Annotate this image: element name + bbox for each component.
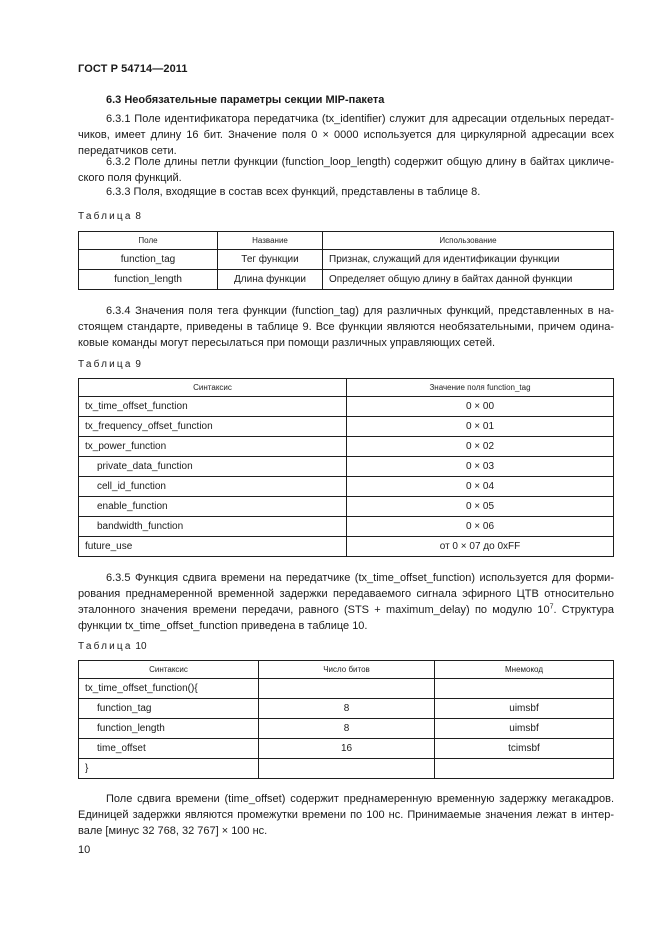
- table-row: [79, 417, 614, 437]
- column-header: Значение поля function_tag: [347, 379, 614, 397]
- column-header: Название: [218, 232, 323, 250]
- text-line: Единицей задержки являются промежутки времени по 100 нс. Принимаемые значения лежат в интер-: [78, 809, 614, 821]
- table-cell: enable_function: [79, 497, 347, 517]
- table-cell: 8: [259, 699, 435, 719]
- table-cell: tcimsbf: [435, 739, 614, 759]
- table-row: [79, 497, 614, 517]
- table-cell: Признак, служащий для идентификации функции: [323, 250, 614, 270]
- table-row: [79, 739, 614, 759]
- table-row: [79, 270, 614, 290]
- table-cell: uimsbf: [435, 719, 614, 739]
- paragraph-6-3-1: [78, 111, 614, 159]
- table-cell: Длина функции: [218, 270, 323, 290]
- paragraph-time-offset: [78, 791, 614, 839]
- table-cell: bandwidth_function: [79, 517, 347, 537]
- text-line: передатчиков сети.: [78, 145, 177, 157]
- document-header: ГОСТ Р 54714—2011: [78, 63, 188, 75]
- table-cell: private_data_function: [79, 457, 347, 477]
- table-header-row: [79, 379, 614, 397]
- table-8-caption: Таблица 8: [78, 211, 141, 222]
- table-cell: uimsbf: [435, 699, 614, 719]
- table-row: [79, 457, 614, 477]
- table-9: [78, 378, 614, 557]
- paragraph-6-3-5: [78, 570, 614, 634]
- column-header: Число битов: [259, 661, 435, 679]
- column-header: Использование: [323, 232, 614, 250]
- table-cell: [259, 759, 435, 779]
- table-cell: time_offset: [79, 739, 259, 759]
- table-row: [79, 250, 614, 270]
- text-line: ского поля функций.: [78, 172, 182, 184]
- table-cell: }: [79, 759, 259, 779]
- table-row: [79, 517, 614, 537]
- table-cell: 0 × 03: [347, 457, 614, 477]
- table-cell: [259, 679, 435, 699]
- table-row: [79, 719, 614, 739]
- column-header: Поле: [79, 232, 218, 250]
- text-line: 6.3.5 Функция сдвига времени на передатчике (tx_time_offset_function) используется для форми-: [106, 572, 614, 584]
- table-row: [79, 537, 614, 557]
- table-10-caption: Таблица 10: [78, 641, 147, 652]
- paragraph-6-3-2: [78, 154, 614, 186]
- table-cell: function_tag: [79, 699, 259, 719]
- table-10: [78, 660, 614, 779]
- table-cell: 16: [259, 739, 435, 759]
- table-cell: tx_power_function: [79, 437, 347, 457]
- table-cell: 8: [259, 719, 435, 739]
- table-cell: cell_id_function: [79, 477, 347, 497]
- table-row: [79, 397, 614, 417]
- table-row: [79, 759, 614, 779]
- table-cell: Тег функции: [218, 250, 323, 270]
- text-line: эталонного значения времени передачи, равного (STS + maximum_delay) по модулю $10^7$. Структура: [78, 603, 614, 616]
- table-cell: function_tag: [79, 250, 218, 270]
- text-line: чиков, имеет длину 16 бит. Значение поля 0 × 0000 используется для циркулярной адресации всех: [78, 129, 614, 141]
- text-line: рования преднамеренной временной задержки передаваемого сигнала эфирного ЦТВ относительно: [78, 588, 614, 600]
- table-8: [78, 231, 614, 290]
- text-line: Поле сдвига времени (time_offset) содержит преднамеренную временную задержку мегакадров.: [106, 793, 614, 805]
- table-cell: function_length: [79, 270, 218, 290]
- table-row: [79, 437, 614, 457]
- text-line: ковые команды могут пересылаться при помощи различных управляющих сетей.: [78, 337, 496, 349]
- table-cell: 0 × 01: [347, 417, 614, 437]
- text-line: 6.3.2 Поле длины петли функции (function_loop_length) содержит общую длину в байтах цикличе-: [106, 156, 614, 168]
- table-cell: Определяет общую длину в байтах данной функции: [323, 270, 614, 290]
- table-header-row: [79, 661, 614, 679]
- column-header: Синтаксис: [79, 379, 347, 397]
- column-header: Мнемокод: [435, 661, 614, 679]
- table-cell: 0 × 00: [347, 397, 614, 417]
- section-title: 6.3 Необязательные параметры секции MIP-пакета: [106, 94, 385, 106]
- table-header-row: [79, 232, 614, 250]
- table-cell: tx_time_offset_function(){: [79, 679, 259, 699]
- table-cell: [435, 679, 614, 699]
- table-row: [79, 699, 614, 719]
- table-cell: tx_time_offset_function: [79, 397, 347, 417]
- text-line: 6.3.4 Значения поля тега функции (function_tag) для различных функций, представленных в на-: [106, 305, 614, 317]
- table-cell: future_use: [79, 537, 347, 557]
- table-cell: 0 × 02: [347, 437, 614, 457]
- column-header: Синтаксис: [79, 661, 259, 679]
- text-line: стоящем стандарте, приведены в таблице 9. Все функции являются необязательными, причем одина-: [78, 321, 614, 333]
- table-cell: function_length: [79, 719, 259, 739]
- paragraph-6-3-4: [78, 303, 614, 351]
- table-9-caption: Таблица 9: [78, 359, 141, 370]
- page-number: 10: [78, 844, 91, 856]
- table-cell: 0 × 04: [347, 477, 614, 497]
- table-row: [79, 679, 614, 699]
- table-cell: tx_frequency_offset_function: [79, 417, 347, 437]
- text-line: вале [минус 32 768, 32 767] × 100 нс.: [78, 825, 268, 837]
- table-row: [79, 477, 614, 497]
- table-cell: от 0 × 07 до 0xFF: [347, 537, 614, 557]
- paragraph-6-3-3: [78, 184, 614, 200]
- table-cell: 0 × 06: [347, 517, 614, 537]
- text-line: 6.3.3 Поля, входящие в состав всех функций, представлены в таблице 8.: [106, 186, 481, 198]
- table-cell: [435, 759, 614, 779]
- text-line: 6.3.1 Поле идентификатора передатчика (tx_identifier) служит для адресации отдельных передат-: [106, 113, 614, 125]
- table-cell: 0 × 05: [347, 497, 614, 517]
- text-line: функции tx_time_offset_function приведена в таблице 10.: [78, 620, 368, 632]
